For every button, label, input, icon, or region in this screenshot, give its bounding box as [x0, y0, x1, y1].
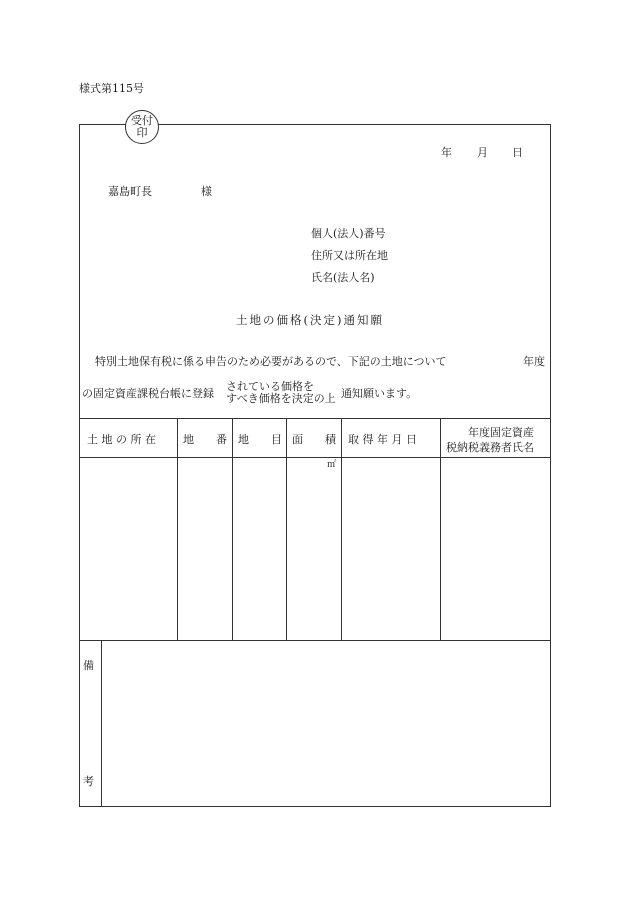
addressee-honorific: 様	[201, 185, 212, 198]
header-acquisition-date: 取 得 年 月 日	[348, 433, 417, 446]
header-area: 面 積	[292, 433, 336, 446]
body-line1: 特別土地保有税に係る申告のため必要があるので、下記の土地について	[95, 355, 447, 368]
date-day-label: 日	[512, 146, 523, 159]
area-unit-label: ㎡	[327, 460, 337, 470]
date-month-label: 月	[477, 146, 488, 159]
header-lot-number: 地 番	[183, 433, 227, 446]
reception-seal-circle	[125, 110, 159, 144]
body-line2-suffix: 通知願います。	[341, 387, 418, 400]
body-year-suffix: 年度	[523, 355, 545, 368]
remarks-label-2: 考	[83, 775, 94, 788]
header-taxpayer-line1: 年度固定資産	[468, 426, 534, 439]
document-title: 土地の価格(決定)通知願	[236, 313, 384, 327]
table-bottom-border	[79, 640, 551, 641]
table-col-divider-4	[341, 418, 342, 640]
applicant-name-label: 氏名(法人名)	[311, 271, 375, 284]
seal-label-line2: 印	[136, 126, 148, 139]
form-number: 様式第115号	[79, 82, 144, 95]
header-taxpayer-name	[446, 425, 534, 455]
date-year-label: 年	[441, 146, 452, 159]
seal-label-line1: 受付	[131, 114, 153, 127]
table-col-divider-5	[440, 418, 441, 640]
body-line2-prefix: の固定資産課税台帳に登録	[82, 387, 214, 400]
addressee-name: 嘉島町長	[108, 185, 152, 198]
remarks-divider	[101, 640, 102, 807]
header-taxpayer-line2: 税納税義務者氏名	[446, 441, 534, 454]
header-location: 土 地 の 所 在	[87, 433, 156, 446]
table-col-divider-3	[286, 418, 287, 640]
applicant-id-number-label: 個人(法人)番号	[311, 227, 386, 240]
table-col-divider-2	[232, 418, 233, 640]
table-header-divider	[79, 457, 551, 458]
table-col-divider-1	[177, 418, 178, 640]
option-to-decide: すべき価格を決定の上	[226, 392, 336, 405]
applicant-address-label: 住所又は所在地	[311, 249, 388, 262]
body-price-options	[226, 381, 336, 405]
remarks-label-1: 備	[83, 659, 94, 672]
header-land-category: 地 目	[238, 433, 282, 446]
option-registered: されている価格を	[226, 380, 314, 393]
table-top-border	[79, 418, 551, 419]
